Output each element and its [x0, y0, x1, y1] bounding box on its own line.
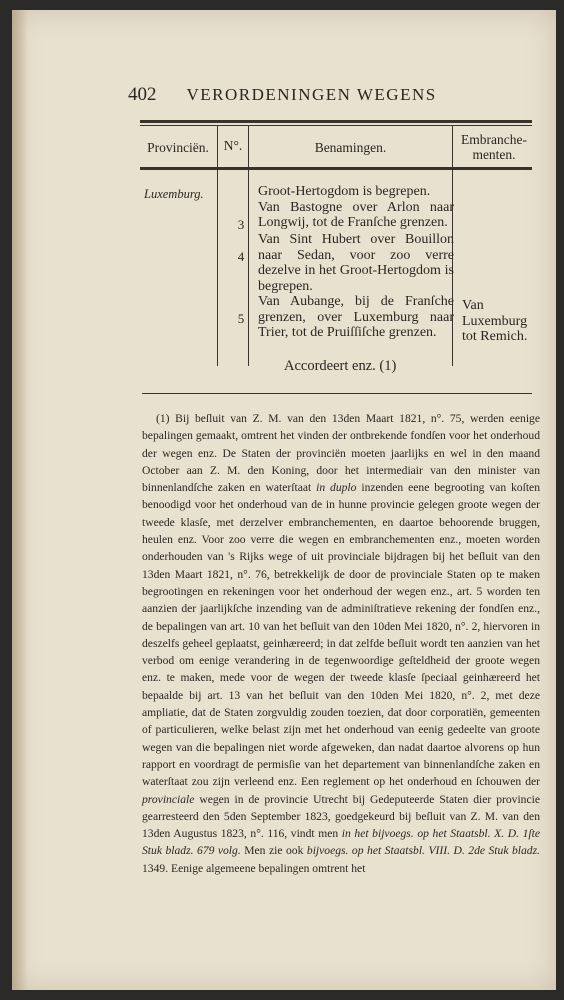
road-entry [224, 294, 454, 341]
footnote-text: wegen in de provincie Utrecht bij Gedeputeerde Staten dier provincie gearresteerd den 5den September 1823, goedgekeurd bij beſluit van Z. M. van den 13den Augustus 1823, n°. 116, vindt men [142, 792, 540, 841]
page-header [128, 84, 458, 106]
footnote-text: Men zie ook [240, 844, 307, 858]
page-gutter-shadow [12, 10, 28, 990]
footnote-separator [142, 393, 532, 394]
column-header-benamingen: Benamingen. [314, 140, 387, 155]
footnote [142, 410, 540, 877]
road-list [224, 184, 454, 341]
accordeert-line: Accordeert enz. (1) [284, 358, 397, 374]
footnote-italic: provinciale [142, 792, 195, 806]
road-number: 5 [237, 311, 245, 326]
road-number: 3 [237, 216, 245, 232]
footnote-text: inzenden eene begrooting van koſten benoodigd voor het onderhoud van de in hunne provincie gelegen groote wegen der tweede klasſe, met derzelver embranchementen, en daartoe behoorende bruggen, heulen enz. Voor zoo verre die wegen en embranchementen enz., moeten worden onderhouden van 's Rijks wege of uit provinciale bijdragen bij het beſluit van den 13den Maart 1821, n°. 76, betrekkelijk de door de provinciale Staten op te maken begrootingen en rekeningen voor het onderhoud der wegen enz., art. 5 worden ten aanzien der jaarlijkſche inzending van de adminiſtratieve rekening der fondſen enz., de bepalingen van art. 10 van het beſluit van den 10den Mei 1820, n°. 2, hiervoren in deszelfs geheel geplaatst, geinhæreerd; in dat zelfde beſluit wordt ten aanzien van het verbod om eenige verandering in de tegenwoordige geſteldheid der groote wegen enz. te maken, mede voor de wegen der tweede klasſe ſpeciaal geinhæreerd het bepaalde bij art. 13 van het beſluit van den 10den Mei 1820, n°. 2, met deze ampliatie, dat de Staten zorgvuldig zouden toezien, dat door corporatiën, gemeenten of particulieren, welke belast zijn met het onderhoud van eenig gedeelte van groote wegen van die bepalingen niet worde afgeweken, dan nadat daartoe alvorens op hun rapport en voordragt de permisſie van het departement van binnenlandſche zaken en waterſtaat zou zijn verleend enz. Een reglement op het onderhoud en ſchouwen der [142, 481, 540, 789]
page-number: 402 [128, 84, 157, 105]
road-entry [224, 200, 454, 233]
road-number [224, 184, 258, 200]
road-entry [224, 232, 454, 294]
road-description: Van Sint Hubert over Bouillon naar Sedan, voor zoo verre dezelve in het Groot-Hertogdom is begrepen. [258, 232, 454, 294]
footnote-italic: bijvoegs. op het Staatsbl. VIII. D. 2de Stuk bladz. [306, 844, 540, 858]
road-entry [224, 184, 454, 200]
road-number: 4 [237, 249, 245, 264]
running-title: VERORDENINGEN WEGENS [186, 85, 437, 104]
column-header-number: N°. [223, 138, 243, 153]
footnote-text: 1349. Eenige algemeene bepalingen omtrent het [142, 861, 366, 875]
footnote-italic: in duplo [316, 481, 357, 495]
embranchement-text: Van Luxemburg tot Remich. [462, 298, 528, 344]
table-top-rule [140, 120, 532, 123]
province-name: Luxemburg. [144, 187, 204, 201]
column-header-provincien: Provinciën. [147, 140, 209, 155]
footnote-italic: in het bijvoegs. op het Staatsbl. X. D. 1ſte Stuk bladz. 679 volg. [142, 827, 540, 858]
road-description: Groot-Hertogdom is begrepen. [258, 184, 431, 199]
road-description: Van Aubange, bij de Franſche grenzen, over Luxemburg naar Trier, tot de Pruiſſiſche grenzen. [258, 294, 454, 340]
table-top-rule-thin [140, 125, 532, 126]
table-header-rule [140, 167, 532, 170]
column-header-embranchementen: Embranche-menten. [461, 132, 527, 162]
road-description: Van Bastogne over Arlon naar Longwij, tot de Franſche grenzen. [258, 199, 454, 230]
footnote-text: (1) Bij beſluit van Z. M. van den 13den Maart 1821, n°. 75, werden eenige bepalingen gemaakt, omtrent het vinden der ontbrekende fondſen voor het onderhoud der wegen enz. De Staten der provinciën moeten jaarlijks en wel in den maand October aan Z. M. den Koning, door het intermediair van den minister van binnenlandſche zaken en waterſtaat [142, 412, 540, 495]
column-divider [217, 126, 218, 366]
